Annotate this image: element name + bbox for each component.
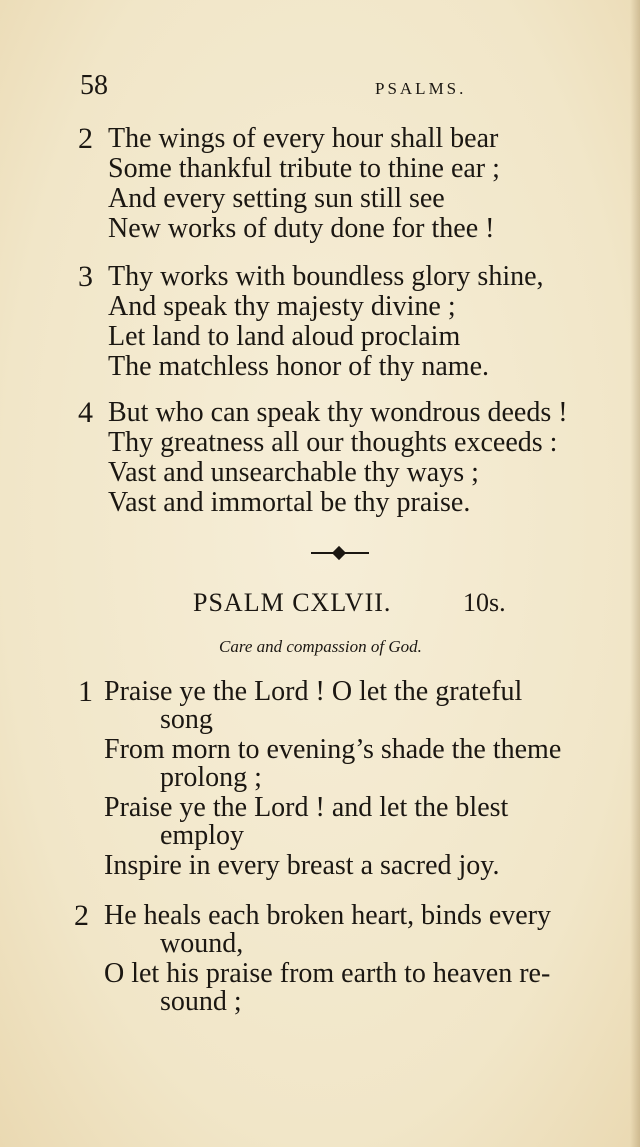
stanza-number: 4 — [78, 396, 93, 429]
verse-line: O let his praise from earth to heaven re- — [104, 958, 551, 989]
verse-line: New works of duty done for thee ! — [108, 213, 495, 244]
divider-diamond-icon — [332, 546, 346, 560]
verse-line: Thy works with boundless glory shine, — [108, 261, 544, 292]
page-edge-shadow — [630, 0, 640, 1147]
verse-line: But who can speak thy wondrous deeds ! — [108, 397, 568, 428]
psalm-subtitle: Care and compassion of God. — [219, 637, 422, 656]
verse-line: Praise ye the Lord ! O let the grateful — [104, 676, 523, 707]
page-header — [80, 70, 600, 104]
verse-line: Vast and immortal be thy praise. — [108, 487, 471, 518]
verse-line: sound ; — [160, 986, 242, 1017]
verse-line: The matchless honor of thy name. — [108, 351, 490, 382]
verse-line: prolong ; — [160, 762, 262, 793]
stanza-number: 3 — [78, 260, 93, 293]
verse-line: Vast and unsearchable thy ways ; — [108, 457, 479, 488]
running-head: PSALMS. — [375, 79, 467, 98]
stanza-number: 2 — [74, 899, 89, 932]
psalm-meter: 10s. — [463, 588, 506, 617]
page-number: 58 — [80, 70, 108, 101]
stanza-number: 1 — [78, 675, 93, 708]
verse-line: Some thankful tribute to thine ear ; — [108, 153, 500, 184]
verse-line: And every setting sun still see — [108, 183, 445, 214]
verse-line: Inspire in every breast a sacred joy. — [104, 850, 500, 881]
verse-line: song — [160, 704, 213, 735]
verse-line: And speak thy majesty divine ; — [108, 291, 456, 322]
verse-line: Praise ye the Lord ! and let the blest — [104, 792, 509, 823]
verse-line: Let land to land aloud proclaim — [108, 321, 461, 352]
verse-line: The wings of every hour shall bear — [108, 123, 499, 154]
stanza-number: 2 — [78, 122, 93, 155]
psalm-title: PSALM CXLVII. — [193, 588, 392, 617]
verse-line: Thy greatness all our thoughts exceeds : — [108, 427, 558, 458]
verse-line: He heals each broken heart, binds every — [104, 900, 552, 931]
verse-line: wound, — [160, 928, 244, 959]
section-divider-ornament — [311, 546, 369, 560]
verse-line: employ — [160, 820, 244, 851]
verse-line: From morn to evening’s shade the theme — [104, 734, 562, 765]
